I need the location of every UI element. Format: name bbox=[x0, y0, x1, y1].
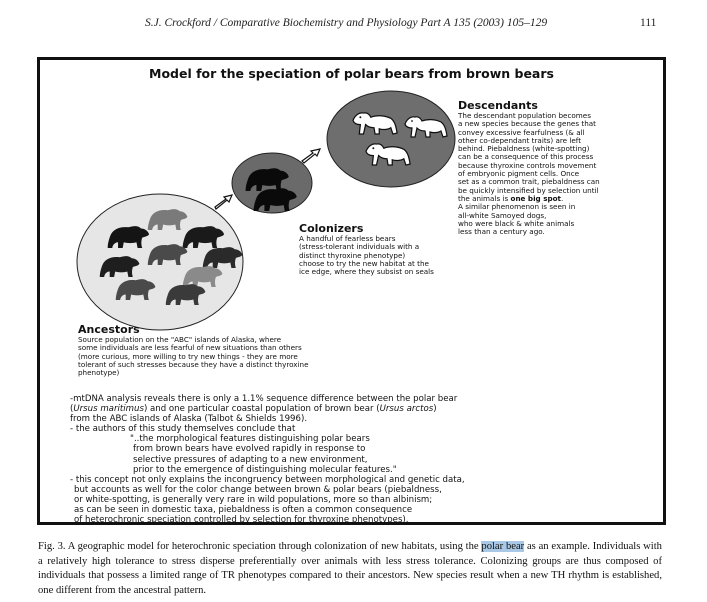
figure-caption bbox=[38, 540, 662, 598]
colonizers-line: distinct thyroxine phenotype) bbox=[299, 250, 406, 260]
descendants-text: the animals is bbox=[458, 193, 511, 203]
descendants-line: less than a century ago. bbox=[458, 227, 545, 237]
quote-line: "..the morphological features distinguishing polar bears bbox=[130, 434, 370, 445]
ancestors-line: some individuals are less fearful of new situations than others bbox=[78, 343, 302, 353]
notes-line: - the authors of this study themselves conclude that bbox=[70, 424, 296, 435]
ancestors-line: Source population on the "ABC" islands of Alaska, where bbox=[78, 335, 282, 344]
notes-text: ( bbox=[70, 404, 74, 415]
descendants-line: The descendant population becomes bbox=[458, 111, 591, 120]
figure-notes bbox=[70, 394, 660, 525]
descendants-label bbox=[458, 100, 658, 236]
quote-line: from brown bears have evolved rapidly in response to bbox=[133, 444, 366, 455]
colonizers-heading: Colonizers bbox=[299, 222, 364, 235]
ancestors-label bbox=[78, 324, 378, 377]
descendants-disc bbox=[327, 91, 455, 187]
descendants-bold-text: one big spot bbox=[510, 193, 561, 203]
ancestors-heading: Ancestors bbox=[78, 323, 140, 336]
notes-line: or white-spotting, is generally very rare in wild populations, more so than albinism; bbox=[74, 494, 433, 505]
descendants-heading: Descendants bbox=[458, 99, 538, 112]
caption-text: as an example. Individuals with a relatively high tolerance to stress disperse preferentially over animals with less stress tolerance. Colonizing groups are thus composed of individuals that possess a limited range of TR phenotypes compared to their ancestors. New species result when a new TH rhythm is established, one different from the ancestral pattern. bbox=[38, 541, 662, 596]
colonizers-line: choose to try the new habitat at the bbox=[299, 258, 429, 268]
figure-title: Model for the speciation of polar bears from brown bears bbox=[149, 66, 554, 81]
descendants-line: set as a common trait, piebaldness can bbox=[458, 177, 600, 187]
notes-line: from the ABC islands of Alaska (Talbot & Shields 1996). bbox=[70, 414, 308, 425]
caption-text: Fig. 3. A geographic model for heterochronic speciation through colonization of new habitats, using the bbox=[38, 541, 482, 552]
species-name: Ursus maritimus bbox=[73, 404, 144, 415]
quote-line: selective pressures of adapting to a new environment, bbox=[133, 454, 368, 465]
caption-highlight[interactable]: polar bear bbox=[481, 541, 525, 552]
notes-line: of heterochronic speciation controlled by selection for thyroxine phenotypes). bbox=[74, 515, 409, 526]
descendants-line: a new species because the genes that bbox=[458, 119, 596, 129]
descendants-line: can be a consequence of this process bbox=[458, 152, 594, 162]
descendants-line: other co-dependant traits) are left bbox=[458, 135, 582, 145]
arrow-icon bbox=[302, 149, 320, 163]
colonizers-label bbox=[299, 223, 489, 276]
ancestors-line: phenotype) bbox=[78, 368, 120, 378]
descendants-line: be quickly intensified by selection until bbox=[458, 185, 599, 195]
descendants-line: of embryonic pigment cells. Once bbox=[458, 169, 580, 179]
notes-line: as can be seen in domestic taxa, piebaldness is often a common consequence bbox=[74, 505, 413, 516]
descendants-text: . bbox=[561, 193, 564, 203]
ancestors-line: tolerant of such stresses because they have a distinct thyroxine bbox=[78, 359, 309, 369]
notes-line bbox=[70, 404, 660, 414]
colonizers-line: ice edge, where they subsist on seals bbox=[299, 267, 434, 277]
notes-text: ) bbox=[433, 404, 437, 415]
ancestors-line: (more curious, more willing to try new things - they are more bbox=[78, 351, 298, 361]
arrow-icon bbox=[215, 195, 232, 209]
descendants-line: because thyroxine controls movement bbox=[458, 160, 597, 170]
descendants-line: behind. Piebaldness (white-spotting) bbox=[458, 144, 590, 154]
descendants-line: A similar phenomenon is seen in bbox=[458, 202, 576, 212]
colonizers-line: (stress-tolerant individuals with a bbox=[299, 242, 420, 252]
species-name: Ursus arctos bbox=[379, 404, 434, 415]
notes-line: - this concept not only explains the incongruency between morphological and genetic data, bbox=[70, 474, 465, 485]
running-head: S.J. Crockford / Comparative Biochemistry and Physiology Part A 135 (2003) 105–129 bbox=[145, 17, 548, 29]
page-number: 111 bbox=[640, 17, 657, 29]
notes-line: but accounts as well for the color change between brown & polar bears (piebaldness, bbox=[74, 484, 442, 495]
quote-line: prior to the emergence of distinguishing molecular features." bbox=[133, 464, 397, 475]
notes-line: -mtDNA analysis reveals there is only a 1.1% sequence difference between the polar bear bbox=[70, 394, 458, 404]
descendants-line: all-white Samoyed dogs, bbox=[458, 210, 547, 220]
colonizers-line: A handful of fearless bears bbox=[299, 234, 396, 243]
notes-text: ) and one particular coastal population of brown bear ( bbox=[143, 404, 380, 415]
figure-panel bbox=[37, 57, 666, 525]
descendants-line: convey excessive fearfulness (& all bbox=[458, 127, 585, 137]
descendants-line: who were black & white animals bbox=[458, 218, 575, 228]
